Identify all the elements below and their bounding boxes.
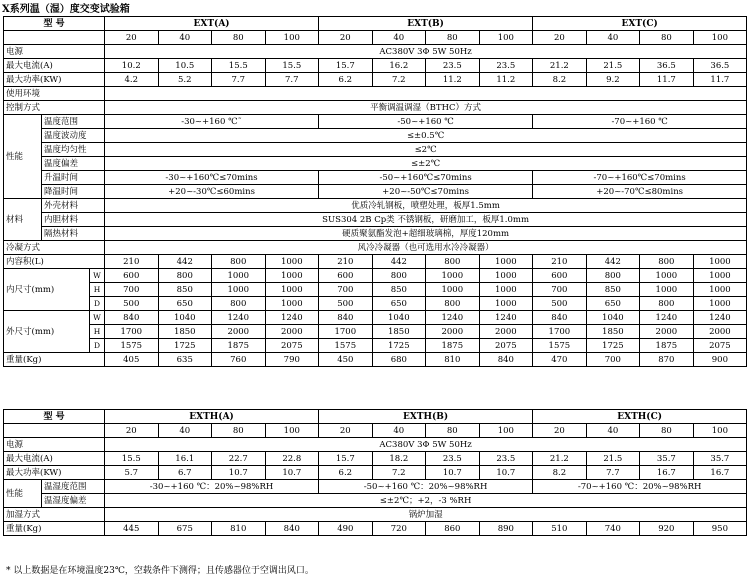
value-cell: 210 xyxy=(533,255,587,269)
size-cell: 100 xyxy=(693,424,747,438)
group-value-cell: +20~-70℃≤80mins xyxy=(533,185,747,199)
row-label: 温度偏差 xyxy=(42,157,105,171)
value-cell: 700 xyxy=(319,283,373,297)
value-cell: 850 xyxy=(586,283,640,297)
volume-row xyxy=(4,255,747,269)
value-cell: 900 xyxy=(693,353,747,367)
value-cell: 840 xyxy=(533,311,587,325)
value-cell: 7.2 xyxy=(372,466,426,480)
value-cell: 500 xyxy=(105,297,159,311)
value-cell: 15.5 xyxy=(265,59,319,73)
value-cell: 1040 xyxy=(158,311,212,325)
weight-row xyxy=(4,353,747,367)
value-cell: 23.5 xyxy=(426,59,480,73)
value-cell: 22.7 xyxy=(212,452,266,466)
dimension-label: 外尺寸(mm) xyxy=(4,311,90,353)
value-cell: 1875 xyxy=(640,339,694,353)
spec-value: 风冷冷凝器（也可选用水冷冷凝器） xyxy=(105,241,747,255)
spec-value: 硬质聚氨酯发泡+超细玻璃棉，厚度120mm xyxy=(105,227,747,241)
power-value: AC380V 3Φ 5W 50Hz xyxy=(105,438,747,452)
control-value: 平衡调温调湿（BTHC）方式 xyxy=(105,101,747,115)
row-label: 电源 xyxy=(4,438,105,452)
value-cell: 11.7 xyxy=(640,73,694,87)
group-value-cell: -70~+160℃≤70mins xyxy=(533,171,747,185)
spec-value: ≤±2℃；+2，-3 %RH xyxy=(105,494,747,508)
dimension-label: 内尺寸(mm) xyxy=(4,269,90,311)
value-cell: 840 xyxy=(479,353,533,367)
value-cell: 442 xyxy=(586,255,640,269)
row-label: 温度范围 xyxy=(42,115,105,129)
dimension-key: H xyxy=(90,283,105,297)
value-cell: 10.7 xyxy=(265,466,319,480)
value-cell: 450 xyxy=(319,353,373,367)
row-label: 冷凝方式 xyxy=(4,241,105,255)
size-cell: 40 xyxy=(158,31,212,45)
model-header-row xyxy=(4,410,747,424)
value-cell: 10.5 xyxy=(158,59,212,73)
value-cell: 11.7 xyxy=(693,73,747,87)
value-cell: 470 xyxy=(533,353,587,367)
material-label: 材料 xyxy=(4,199,42,241)
value-cell: 36.5 xyxy=(640,59,694,73)
footnote: * 以上数据是在环境温度23℃，空载条件下测得；且传感器位于空调出风口。 xyxy=(6,566,314,576)
value-cell: 1000 xyxy=(693,283,747,297)
value-cell: 9.2 xyxy=(586,73,640,87)
value-cell: 1725 xyxy=(586,339,640,353)
value-cell: 1000 xyxy=(479,255,533,269)
size-row xyxy=(4,31,747,45)
value-cell: 11.2 xyxy=(479,73,533,87)
value-cell: 700 xyxy=(105,283,159,297)
row-label: 降温时间 xyxy=(42,185,105,199)
value-cell: 840 xyxy=(105,311,159,325)
value-cell: 5.7 xyxy=(105,466,159,480)
weight-row xyxy=(4,522,747,536)
group-value-cell: -30~+160℃≤70mins xyxy=(105,171,319,185)
spec-value: 锅炉加湿 xyxy=(105,508,747,522)
humidify-row xyxy=(4,508,747,522)
value-cell: 1575 xyxy=(319,339,373,353)
value-cell: 600 xyxy=(533,269,587,283)
value-cell: 1000 xyxy=(693,255,747,269)
row-label: 内容积(L) xyxy=(4,255,105,269)
row-label: 温湿度范围 xyxy=(42,480,105,494)
value-cell: 800 xyxy=(586,269,640,283)
value-cell: 810 xyxy=(426,353,480,367)
model-group-header: EXT(A) xyxy=(105,17,319,31)
value-cell: 21.2 xyxy=(533,452,587,466)
value-cell: 800 xyxy=(372,269,426,283)
row-label: 重量(Kg) xyxy=(4,353,105,367)
size-cell: 20 xyxy=(105,31,159,45)
value-cell: 2075 xyxy=(265,339,319,353)
size-cell: 80 xyxy=(426,31,480,45)
inner-dim-row xyxy=(4,283,747,297)
value-cell: 1000 xyxy=(479,297,533,311)
dimension-key: W xyxy=(90,269,105,283)
value-cell: 720 xyxy=(372,522,426,536)
value-cell: 1850 xyxy=(158,325,212,339)
env-row xyxy=(4,87,747,101)
outer-dim-row xyxy=(4,339,747,353)
spec-value: ≤2℃ xyxy=(105,143,747,157)
value-cell: 21.5 xyxy=(586,59,640,73)
value-cell: 405 xyxy=(105,353,159,367)
value-cell: 6.2 xyxy=(319,466,373,480)
value-cell: 635 xyxy=(158,353,212,367)
model-group-header: EXTH(A) xyxy=(105,410,319,424)
value-cell: 22.8 xyxy=(265,452,319,466)
dimension-key: W xyxy=(90,311,105,325)
value-cell: 1000 xyxy=(212,269,266,283)
current-row xyxy=(4,452,747,466)
spec-value: SUS304 2B Cp类 不锈钢板，研磨加工，板厚1.0mm xyxy=(105,213,747,227)
row-label: 温度均匀性 xyxy=(42,143,105,157)
row-label: 重量(Kg) xyxy=(4,522,105,536)
value-cell: 1000 xyxy=(426,269,480,283)
value-cell: 1000 xyxy=(479,269,533,283)
value-cell: 740 xyxy=(586,522,640,536)
value-cell: 6.2 xyxy=(319,73,373,87)
group-value-cell: -30~+160 ℃˜ xyxy=(105,115,319,129)
model-group-header: EXT(C) xyxy=(533,17,747,31)
heat-row xyxy=(4,171,747,185)
value-cell: 1040 xyxy=(586,311,640,325)
value-cell: 6.7 xyxy=(158,466,212,480)
exth-spec-table xyxy=(3,409,747,536)
model-header-row xyxy=(4,17,747,31)
spec-value: ≤±0.5℃ xyxy=(105,129,747,143)
group-value-cell: -50~+160℃≤70mins xyxy=(319,171,533,185)
value-cell: 10.7 xyxy=(212,466,266,480)
value-cell: 1700 xyxy=(533,325,587,339)
value-cell: 2000 xyxy=(693,325,747,339)
value-cell: 11.2 xyxy=(426,73,480,87)
inner-dim-row xyxy=(4,269,747,283)
size-cell: 80 xyxy=(212,424,266,438)
row-label: 控制方式 xyxy=(4,101,105,115)
kw-row xyxy=(4,466,747,480)
size-cell: 40 xyxy=(586,424,640,438)
value-cell: 1000 xyxy=(265,283,319,297)
value-cell: 2000 xyxy=(212,325,266,339)
value-cell: 800 xyxy=(426,255,480,269)
value-cell: 18.2 xyxy=(372,452,426,466)
row-label: 最大电流(A) xyxy=(4,452,105,466)
value-cell: 1240 xyxy=(640,311,694,325)
size-cell: 100 xyxy=(693,31,747,45)
value-cell: 442 xyxy=(158,255,212,269)
condenser-row xyxy=(4,241,747,255)
group-value-cell: +20~-50℃≤70mins xyxy=(319,185,533,199)
temp-dev-row xyxy=(4,157,747,171)
value-cell: 15.5 xyxy=(212,59,266,73)
page-title: X系列温（湿）度交变试验箱 xyxy=(2,4,130,15)
value-cell: 650 xyxy=(372,297,426,311)
value-cell: 790 xyxy=(265,353,319,367)
value-cell: 1240 xyxy=(265,311,319,325)
size-cell: 20 xyxy=(105,424,159,438)
value-cell: 920 xyxy=(640,522,694,536)
value-cell: 1000 xyxy=(212,283,266,297)
value-cell: 1000 xyxy=(265,269,319,283)
row-label: 升温时间 xyxy=(42,171,105,185)
value-cell: 1875 xyxy=(426,339,480,353)
value-cell: 1575 xyxy=(105,339,159,353)
value-cell: 2000 xyxy=(479,325,533,339)
model-label: 型 号 xyxy=(4,17,105,31)
temp-range-row xyxy=(4,115,747,129)
value-cell: 2000 xyxy=(640,325,694,339)
kw-row xyxy=(4,73,747,87)
value-cell: 1000 xyxy=(265,255,319,269)
hum-dev-row xyxy=(4,494,747,508)
value-cell: 1000 xyxy=(426,283,480,297)
value-cell: 1240 xyxy=(426,311,480,325)
value-cell: 2075 xyxy=(479,339,533,353)
value-cell: 700 xyxy=(586,353,640,367)
value-cell: 500 xyxy=(533,297,587,311)
value-cell: 800 xyxy=(640,297,694,311)
power-row xyxy=(4,438,747,452)
dimension-key: D xyxy=(90,297,105,311)
value-cell: 16.1 xyxy=(158,452,212,466)
row-label: 加湿方式 xyxy=(4,508,105,522)
value-cell: 760 xyxy=(212,353,266,367)
value-cell: 1240 xyxy=(693,311,747,325)
value-cell: 36.5 xyxy=(693,59,747,73)
inner-material-row xyxy=(4,213,747,227)
value-cell: 15.7 xyxy=(319,452,373,466)
size-cell: 80 xyxy=(640,31,694,45)
row-label: 电源 xyxy=(4,45,105,59)
value-cell: 1575 xyxy=(533,339,587,353)
value-cell: 442 xyxy=(372,255,426,269)
value-cell: 870 xyxy=(640,353,694,367)
outer-dim-row xyxy=(4,325,747,339)
row-label: 温度波动度 xyxy=(42,129,105,143)
value-cell: 1040 xyxy=(372,311,426,325)
row-label: 隔热材料 xyxy=(42,227,105,241)
value-cell: 840 xyxy=(265,522,319,536)
size-cell: 100 xyxy=(479,31,533,45)
value-cell: 23.5 xyxy=(479,59,533,73)
size-cell: 20 xyxy=(319,424,373,438)
value-cell: 10.7 xyxy=(426,466,480,480)
value-cell: 15.7 xyxy=(319,59,373,73)
size-cell: 100 xyxy=(479,424,533,438)
value-cell: 800 xyxy=(212,255,266,269)
value-cell: 23.5 xyxy=(426,452,480,466)
value-cell: 1850 xyxy=(372,325,426,339)
dimension-key: H xyxy=(90,325,105,339)
value-cell: 7.7 xyxy=(265,73,319,87)
row-label: 最大电流(A) xyxy=(4,59,105,73)
value-cell: 800 xyxy=(212,297,266,311)
value-cell: 1000 xyxy=(640,283,694,297)
blank-cell xyxy=(4,31,105,45)
size-cell: 100 xyxy=(265,424,319,438)
value-cell: 800 xyxy=(640,255,694,269)
size-cell: 20 xyxy=(533,424,587,438)
value-cell: 800 xyxy=(426,297,480,311)
value-cell: 1700 xyxy=(105,325,159,339)
value-cell: 650 xyxy=(158,297,212,311)
hum-range-row xyxy=(4,480,747,494)
spec-value: 优质冷轧钢板，喷塑处理，板厚1.5mm xyxy=(105,199,747,213)
value-cell: 8.2 xyxy=(533,73,587,87)
model-label: 型 号 xyxy=(4,410,105,424)
row-label: 最大功率(KW) xyxy=(4,466,105,480)
row-label: 内胆材料 xyxy=(42,213,105,227)
ext-spec-table xyxy=(3,16,747,367)
value-cell: 10.7 xyxy=(479,466,533,480)
size-row xyxy=(4,424,747,438)
model-group-header: EXTH(B) xyxy=(319,410,533,424)
value-cell: 23.5 xyxy=(479,452,533,466)
size-cell: 20 xyxy=(533,31,587,45)
value-cell: 680 xyxy=(372,353,426,367)
size-cell: 40 xyxy=(372,31,426,45)
insulation-row xyxy=(4,227,747,241)
outer-material-row xyxy=(4,199,747,213)
size-cell: 100 xyxy=(265,31,319,45)
size-cell: 80 xyxy=(426,424,480,438)
current-row xyxy=(4,59,747,73)
group-value-cell: -70~+160 ℃：20%~98%RH xyxy=(533,480,747,494)
inner-dim-row xyxy=(4,297,747,311)
group-value-cell: +20~-30℃≤60mins xyxy=(105,185,319,199)
value-cell: 860 xyxy=(426,522,480,536)
value-cell: 510 xyxy=(533,522,587,536)
cool-row xyxy=(4,185,747,199)
model-group-header: EXT(B) xyxy=(319,17,533,31)
value-cell: 500 xyxy=(319,297,373,311)
value-cell: 210 xyxy=(105,255,159,269)
value-cell: 1240 xyxy=(212,311,266,325)
value-cell: 2000 xyxy=(265,325,319,339)
group-value-cell: -50~+160 ℃ xyxy=(319,115,533,129)
size-cell: 20 xyxy=(319,31,373,45)
outer-dim-row xyxy=(4,311,747,325)
size-cell: 40 xyxy=(586,31,640,45)
value-cell: 21.5 xyxy=(586,452,640,466)
value-cell: 840 xyxy=(319,311,373,325)
row-label: 最大功率(KW) xyxy=(4,73,105,87)
value-cell: 35.7 xyxy=(693,452,747,466)
size-cell: 40 xyxy=(372,424,426,438)
value-cell: 700 xyxy=(533,283,587,297)
spec-value: ≤±2℃ xyxy=(105,157,747,171)
value-cell: 675 xyxy=(158,522,212,536)
value-cell: 1725 xyxy=(158,339,212,353)
value-cell: 35.7 xyxy=(640,452,694,466)
row-label: 使用环境 xyxy=(4,87,105,101)
dimension-key: D xyxy=(90,339,105,353)
value-cell: 890 xyxy=(479,522,533,536)
row-label: 温湿度偏差 xyxy=(42,494,105,508)
value-cell: 490 xyxy=(319,522,373,536)
row-label: 外壳材料 xyxy=(42,199,105,213)
blank-cell xyxy=(4,424,105,438)
perf-label: 性能 xyxy=(4,115,42,199)
value-cell: 850 xyxy=(158,283,212,297)
value-cell: 950 xyxy=(693,522,747,536)
value-cell: 600 xyxy=(105,269,159,283)
value-cell: 600 xyxy=(319,269,373,283)
value-cell: 1875 xyxy=(212,339,266,353)
value-cell: 8.2 xyxy=(533,466,587,480)
value-cell: 650 xyxy=(586,297,640,311)
value-cell: 7.7 xyxy=(586,466,640,480)
value-cell: 800 xyxy=(158,269,212,283)
value-cell: 15.5 xyxy=(105,452,159,466)
value-cell: 21.2 xyxy=(533,59,587,73)
value-cell: 1000 xyxy=(693,269,747,283)
control-row xyxy=(4,101,747,115)
value-cell: 210 xyxy=(319,255,373,269)
size-cell: 80 xyxy=(212,31,266,45)
value-cell: 16.7 xyxy=(640,466,694,480)
blank-cell xyxy=(105,87,747,101)
value-cell: 445 xyxy=(105,522,159,536)
group-value-cell: -70~+160 ℃ xyxy=(533,115,747,129)
temp-unif-row xyxy=(4,143,747,157)
temp-fluct-row xyxy=(4,129,747,143)
value-cell: 1000 xyxy=(693,297,747,311)
power-value: AC380V 3Φ 5W 50Hz xyxy=(105,45,747,59)
group-value-cell: -50~+160 ℃：20%~98%RH xyxy=(319,480,533,494)
value-cell: 16.7 xyxy=(693,466,747,480)
value-cell: 5.2 xyxy=(158,73,212,87)
group-value-cell: -30~+160 ℃：20%~98%RH xyxy=(105,480,319,494)
value-cell: 1725 xyxy=(372,339,426,353)
value-cell: 16.2 xyxy=(372,59,426,73)
value-cell: 850 xyxy=(372,283,426,297)
power-row xyxy=(4,45,747,59)
value-cell: 2075 xyxy=(693,339,747,353)
value-cell: 1000 xyxy=(640,269,694,283)
value-cell: 10.2 xyxy=(105,59,159,73)
value-cell: 1700 xyxy=(319,325,373,339)
value-cell: 7.2 xyxy=(372,73,426,87)
value-cell: 4.2 xyxy=(105,73,159,87)
perf-label: 性能 xyxy=(4,480,42,508)
value-cell: 1000 xyxy=(265,297,319,311)
size-cell: 80 xyxy=(640,424,694,438)
value-cell: 2000 xyxy=(426,325,480,339)
value-cell: 1000 xyxy=(479,283,533,297)
value-cell: 810 xyxy=(212,522,266,536)
value-cell: 1850 xyxy=(586,325,640,339)
size-cell: 40 xyxy=(158,424,212,438)
value-cell: 1240 xyxy=(479,311,533,325)
value-cell: 7.7 xyxy=(212,73,266,87)
model-group-header: EXTH(C) xyxy=(533,410,747,424)
